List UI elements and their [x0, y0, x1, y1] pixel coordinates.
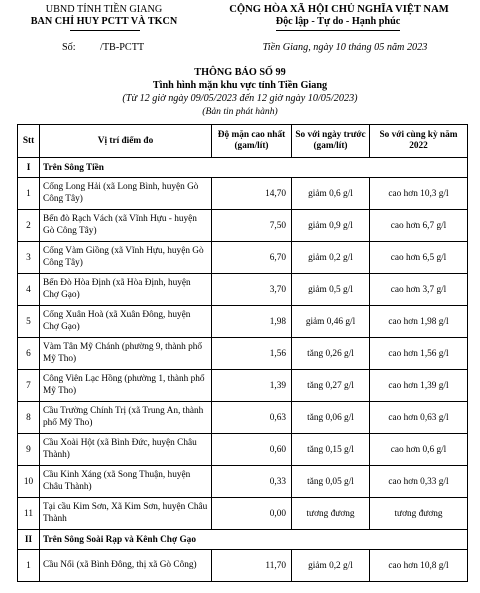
row-vs-previous-day: tăng 0,15 g/l: [292, 434, 370, 466]
row-location: Cống Vàm Giồng (xã Vĩnh Hựu, huyện Gò Công Tây): [40, 242, 212, 274]
row-vs-previous-day: giảm 0,6 g/l: [292, 178, 370, 210]
row-vs-previous-day: tương đương: [292, 498, 370, 530]
row-location: Cống Long Hải (xã Long Bình, huyện Gò Công Tây): [40, 178, 212, 210]
row-vs-2022: cao hơn 10,8 g/l: [370, 550, 468, 582]
row-stt: 4: [18, 274, 40, 306]
row-stt: 2: [18, 210, 40, 242]
row-max-salinity: 11,70: [212, 550, 292, 582]
row-stt: 8: [18, 402, 40, 434]
motto-underline: [276, 30, 400, 31]
table-row: [18, 434, 468, 466]
row-stt: 1: [18, 178, 40, 210]
table-row: [18, 550, 468, 582]
agency-underline: [70, 30, 140, 31]
row-stt: 7: [18, 370, 40, 402]
national-motto: Độc lập - Tự do - Hạnh phúc: [275, 16, 401, 27]
row-stt: 1: [18, 550, 40, 582]
row-stt: 3: [18, 242, 40, 274]
document-number-label: Số:: [62, 42, 76, 53]
row-vs-2022: cao hơn 3,7 g/l: [370, 274, 468, 306]
row-vs-2022: cao hơn 1,39 g/l: [370, 370, 468, 402]
table-row: [18, 242, 468, 274]
nation-name: CỘNG HÒA XÃ HỘI CHỦ NGHĨA VIỆT NAM: [229, 4, 449, 15]
row-max-salinity: 0,00: [212, 498, 292, 530]
row-max-salinity: 7,50: [212, 210, 292, 242]
header-vs-previous-day: So với ngày trước (gam/lít): [292, 125, 370, 158]
table-row: [18, 306, 468, 338]
row-max-salinity: 0,63: [212, 402, 292, 434]
agency-name: UBND TỈNH TIỀN GIANG: [45, 4, 163, 15]
row-max-salinity: 1,56: [212, 338, 292, 370]
row-vs-2022: cao hơn 0,6 g/l: [370, 434, 468, 466]
row-vs-2022: cao hơn 6,7 g/l: [370, 210, 468, 242]
header-max-salinity: Độ mặn cao nhất (gam/lít): [212, 125, 292, 158]
row-location: Cầu Xoài Hột (xã Bình Đức, huyện Châu Thành): [40, 434, 212, 466]
row-max-salinity: 3,70: [212, 274, 292, 306]
row-location: Cống Xuân Hoà (xã Xuân Đông, huyện Chợ Gạo): [40, 306, 212, 338]
row-max-salinity: 1,39: [212, 370, 292, 402]
row-vs-previous-day: tăng 0,06 g/l: [292, 402, 370, 434]
table-row: [18, 274, 468, 306]
header-vs-2022: So với cùng kỳ năm 2022: [370, 125, 468, 158]
table-row: [18, 466, 468, 498]
table-row: [18, 178, 468, 210]
row-location: Vàm Tân Mỹ Chánh (phường 9, thành phố Mỹ Tho): [40, 338, 212, 370]
document-header: [0, 0, 480, 60]
row-vs-previous-day: giảm 0,2 g/l: [292, 242, 370, 274]
row-vs-2022: cao hơn 10,3 g/l: [370, 178, 468, 210]
row-vs-2022: cao hơn 6,5 g/l: [370, 242, 468, 274]
notice-title: THÔNG BÁO SỐ 99: [194, 67, 286, 78]
row-max-salinity: 0,33: [212, 466, 292, 498]
row-stt: 6: [18, 338, 40, 370]
row-vs-2022: cao hơn 0,63 g/l: [370, 402, 468, 434]
header-stt: Stt: [18, 125, 40, 158]
row-location: Bến Đò Hòa Định (xã Hòa Định, huyện Chợ Gạo): [40, 274, 212, 306]
table-row: [18, 402, 468, 434]
header-location: Vị trí điểm đo: [40, 125, 212, 158]
row-vs-previous-day: tăng 0,05 g/l: [292, 466, 370, 498]
row-vs-previous-day: giảm 0,2 g/l: [292, 550, 370, 582]
place-date: Tiền Giang, ngày 10 tháng 05 năm 2023: [262, 42, 428, 53]
row-vs-previous-day: tăng 0,26 g/l: [292, 338, 370, 370]
table-header-row: [18, 125, 468, 158]
section-title: Trên Sông Tiền: [40, 158, 468, 178]
notice-subtitle: Tình hình mặn khu vực tỉnh Tiền Giang: [152, 80, 328, 91]
table-row: [18, 210, 468, 242]
salinity-table: [17, 124, 468, 582]
row-vs-previous-day: giảm 0,46 g/l: [292, 306, 370, 338]
section-row-soai-rap: [18, 530, 468, 550]
row-vs-previous-day: giảm 0,5 g/l: [292, 274, 370, 306]
row-stt: 5: [18, 306, 40, 338]
row-vs-previous-day: tăng 0,27 g/l: [292, 370, 370, 402]
row-stt: 11: [18, 498, 40, 530]
row-location: Công Viên Lạc Hồng (phường 1, thành phố Mỹ Tho): [40, 370, 212, 402]
row-vs-2022: cao hơn 1,56 g/l: [370, 338, 468, 370]
row-vs-2022: cao hơn 1,98 g/l: [370, 306, 468, 338]
row-location: Cầu Trường Chính Trị (xã Trung An, thành phố Mỹ Tho): [40, 402, 212, 434]
section-row-tien-river: [18, 158, 468, 178]
row-location: Cầu Kinh Xáng (xã Song Thuận, huyện Châu Thành): [40, 466, 212, 498]
row-max-salinity: 0,60: [212, 434, 292, 466]
row-stt: 9: [18, 434, 40, 466]
section-title: Trên Sông Soài Rạp và Kênh Chợ Gạo: [40, 530, 468, 550]
notice-period: (Từ 12 giờ ngày 09/05/2023 đến 12 giờ ngày 10/05/2023): [122, 93, 358, 104]
row-location: Cầu Nổi (xã Bình Đông, thị xã Gò Công): [40, 550, 212, 582]
section-number: II: [18, 530, 40, 550]
row-location: Bến đò Rạch Vách (xã Vĩnh Hựu - huyện Gò Công Tây): [40, 210, 212, 242]
table-row: [18, 370, 468, 402]
document-number: /TB-PCTT: [100, 42, 145, 53]
section-number: I: [18, 158, 40, 178]
row-vs-2022: tương đương: [370, 498, 468, 530]
command-board-name: BAN CHỈ HUY PCTT VÀ TKCN: [30, 16, 178, 27]
row-max-salinity: 14,70: [212, 178, 292, 210]
row-location: Tại cầu Kim Sơn, Xã Kim Sơn, huyện Châu Thành: [40, 498, 212, 530]
table-row: [18, 498, 468, 530]
row-stt: 10: [18, 466, 40, 498]
row-max-salinity: 6,70: [212, 242, 292, 274]
row-max-salinity: 1,98: [212, 306, 292, 338]
table-row: [18, 338, 468, 370]
notice-edition: (Bản tin phát hành): [202, 106, 278, 117]
row-vs-2022: cao hơn 0,33 g/l: [370, 466, 468, 498]
row-vs-previous-day: giảm 0,9 g/l: [292, 210, 370, 242]
